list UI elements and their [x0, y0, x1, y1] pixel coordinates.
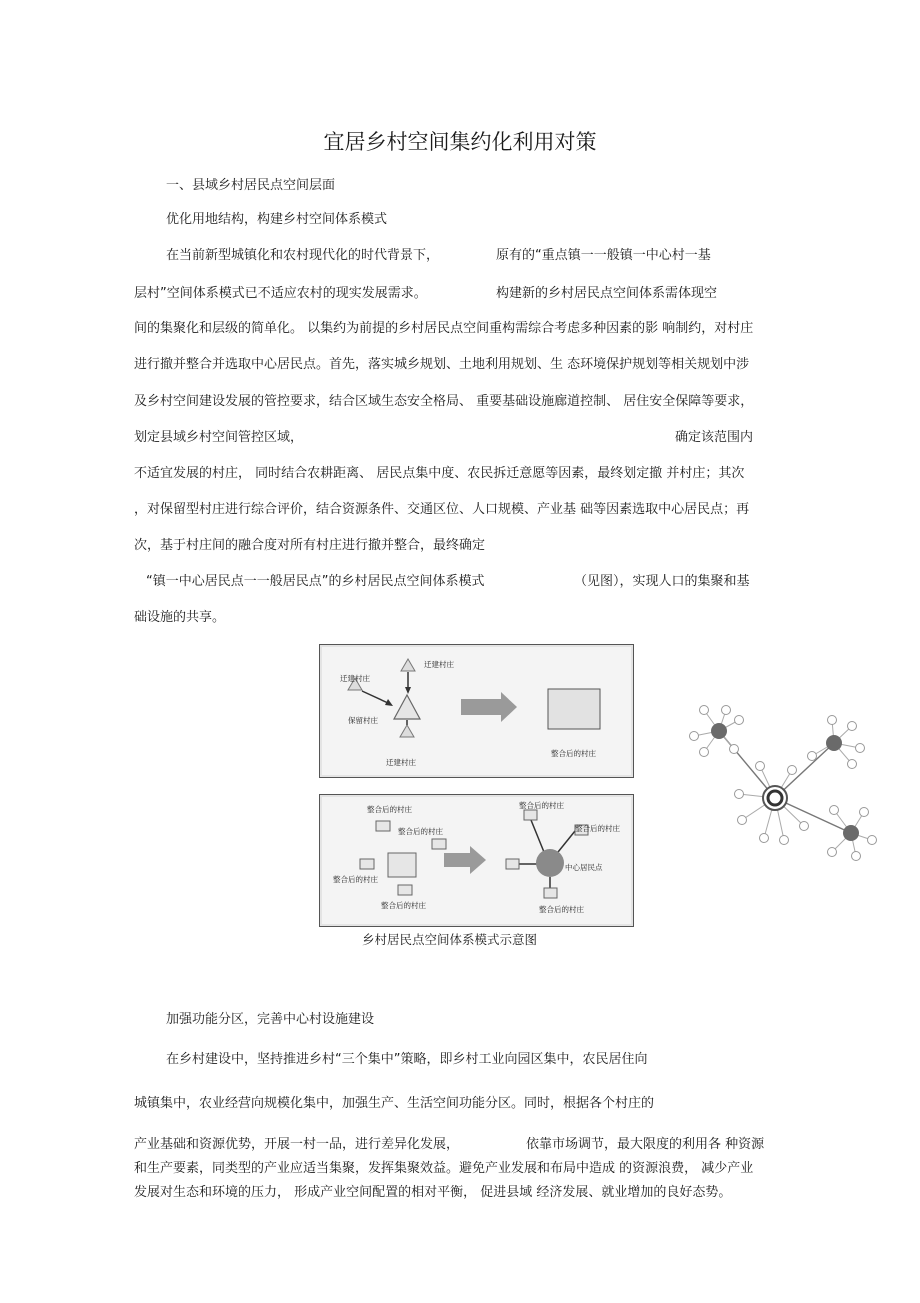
merged-village-icon	[398, 885, 412, 895]
section-subheading: 优化用地结构，构建乡村空间体系模式	[166, 212, 388, 227]
merge-arrow	[461, 699, 501, 715]
merged-label: 整合后的村庄	[333, 875, 378, 884]
paragraph-line: 及乡村空间建设发展的管控要求，结合区域生态安全格局、 重要基础设施廊道控制、 居住安全保障等要求，	[134, 394, 754, 409]
retain-label: 保留村庄	[348, 716, 378, 725]
paragraph-line: ，对保留型村庄进行综合评价，结合资源条件、交通区位、人口规模、产业基 础等因素选取中心居民点；再	[134, 502, 750, 517]
merged-label: 整合后的村庄	[519, 801, 564, 810]
paragraph-line: 和生产要素，同类型的产业应适当集聚，发挥集聚效益。避免产业发展和布局中造成 的资源浪费， 减少产业	[134, 1161, 754, 1176]
relocate-label: 迁建村庄	[340, 674, 370, 683]
paragraph-line: 不适宜发展的村庄， 同时结合农耕距离、 居民点集中度、农民拆迁意愿等因素，最终划定撤 并村庄；其次	[134, 466, 745, 481]
paragraph-line: 原有的“重点镇一一般镇一中心村一基	[496, 248, 711, 263]
merged-village-icon	[506, 859, 519, 869]
paragraph-line: 划定县域乡村空间管控区域，	[134, 430, 304, 445]
relocate-label: 迁建村庄	[386, 758, 416, 767]
merged-village-icon	[524, 810, 537, 820]
paragraph-line: 进行撤并整合并选取中心居民点。首先，落实城乡规划、土地利用规划、生 态环境保护规划等相关规划中涉	[134, 357, 750, 372]
paragraph-line: 次，基于村庄间的融合度对所有村庄进行撤并整合，最终确定	[134, 538, 486, 553]
figure-caption: 乡村居民点空间体系模式示意图	[362, 932, 538, 947]
paragraph-line: 城镇集中，农业经营向规模化集中，加强生产、生活空间功能分区。同时，根据各个村庄的	[134, 1096, 655, 1111]
merged-village-icon	[432, 839, 446, 849]
section-subheading: 加强功能分区，完善中心村设施建设	[166, 1012, 375, 1027]
cluster-node	[711, 723, 727, 739]
relocate-village-icon	[401, 659, 415, 671]
paragraph-line: 间的集聚化和层级的简单化。 以集约为前提的乡村居民点空间重构需综合考虑多种因素的影 响制约，对村庄	[134, 321, 754, 336]
paragraph-line: 确定该范围内	[675, 430, 754, 445]
merged-village-icon	[388, 853, 416, 877]
merged-label: 整合后的村庄	[381, 901, 426, 910]
merged-village-icon	[376, 821, 390, 831]
merged-village-icon	[360, 859, 374, 869]
paragraph-line: 在当前新型城镇化和农村现代化的时代背景下，	[166, 248, 440, 263]
cluster-node	[826, 735, 842, 751]
figure-panel-merge	[319, 644, 634, 778]
figure-panel-center	[319, 794, 634, 927]
merged-village-icon	[544, 888, 557, 898]
retain-village-icon	[394, 695, 420, 719]
settlement-network-graph	[684, 700, 884, 870]
paragraph-line: 发展对生态和环境的压力， 形成产业空间配置的相对平衡， 促进县域 经济发展、就业增加的良好态势。	[134, 1185, 732, 1200]
paragraph-line: 产业基础和资源优势，开展一村一品，进行差异化发展，	[134, 1137, 460, 1152]
relocate-label: 迁建村庄	[424, 660, 454, 669]
merged-label: 整合后的村庄	[539, 905, 584, 914]
page-title: 宜居乡村空间集约化利用对策	[323, 130, 597, 154]
merged-label: 整合后的村庄	[398, 827, 443, 836]
cluster-node	[843, 825, 859, 841]
center-diagram	[320, 795, 633, 926]
paragraph-line: 构建新的乡村居民点空间体系需体现空	[496, 286, 718, 301]
relocate-village-icon	[400, 725, 414, 737]
center-settlement-node	[536, 849, 564, 877]
merged-label: 整合后的村庄	[367, 805, 412, 814]
paragraph-line: 在乡村建设中，坚持推进乡村“三个集中”策略，即乡村工业向园区集中，农民居住向	[166, 1052, 648, 1067]
paragraph-line: 依靠市场调节，最大限度的利用各 种资源	[526, 1137, 765, 1152]
merged-label: 整合后的村庄	[575, 824, 620, 833]
paragraph-line: 层村”空间体系模式已不适应农村的现实发展需求。	[134, 286, 427, 301]
paragraph-line: （见图），实现人口的集聚和基	[574, 574, 750, 589]
paragraph-line: “镇一中心居民点一一般居民点”的乡村居民点空间体系模式	[146, 574, 485, 589]
merged-village-icon	[548, 689, 600, 729]
center-label: 中心居民点	[565, 863, 603, 872]
transform-arrow	[444, 853, 470, 867]
merged-label: 整合后的村庄	[551, 749, 596, 758]
paragraph-line: 础设施的共享。	[134, 610, 226, 625]
section-heading: 一、县域乡村居民点空间层面	[166, 178, 336, 193]
